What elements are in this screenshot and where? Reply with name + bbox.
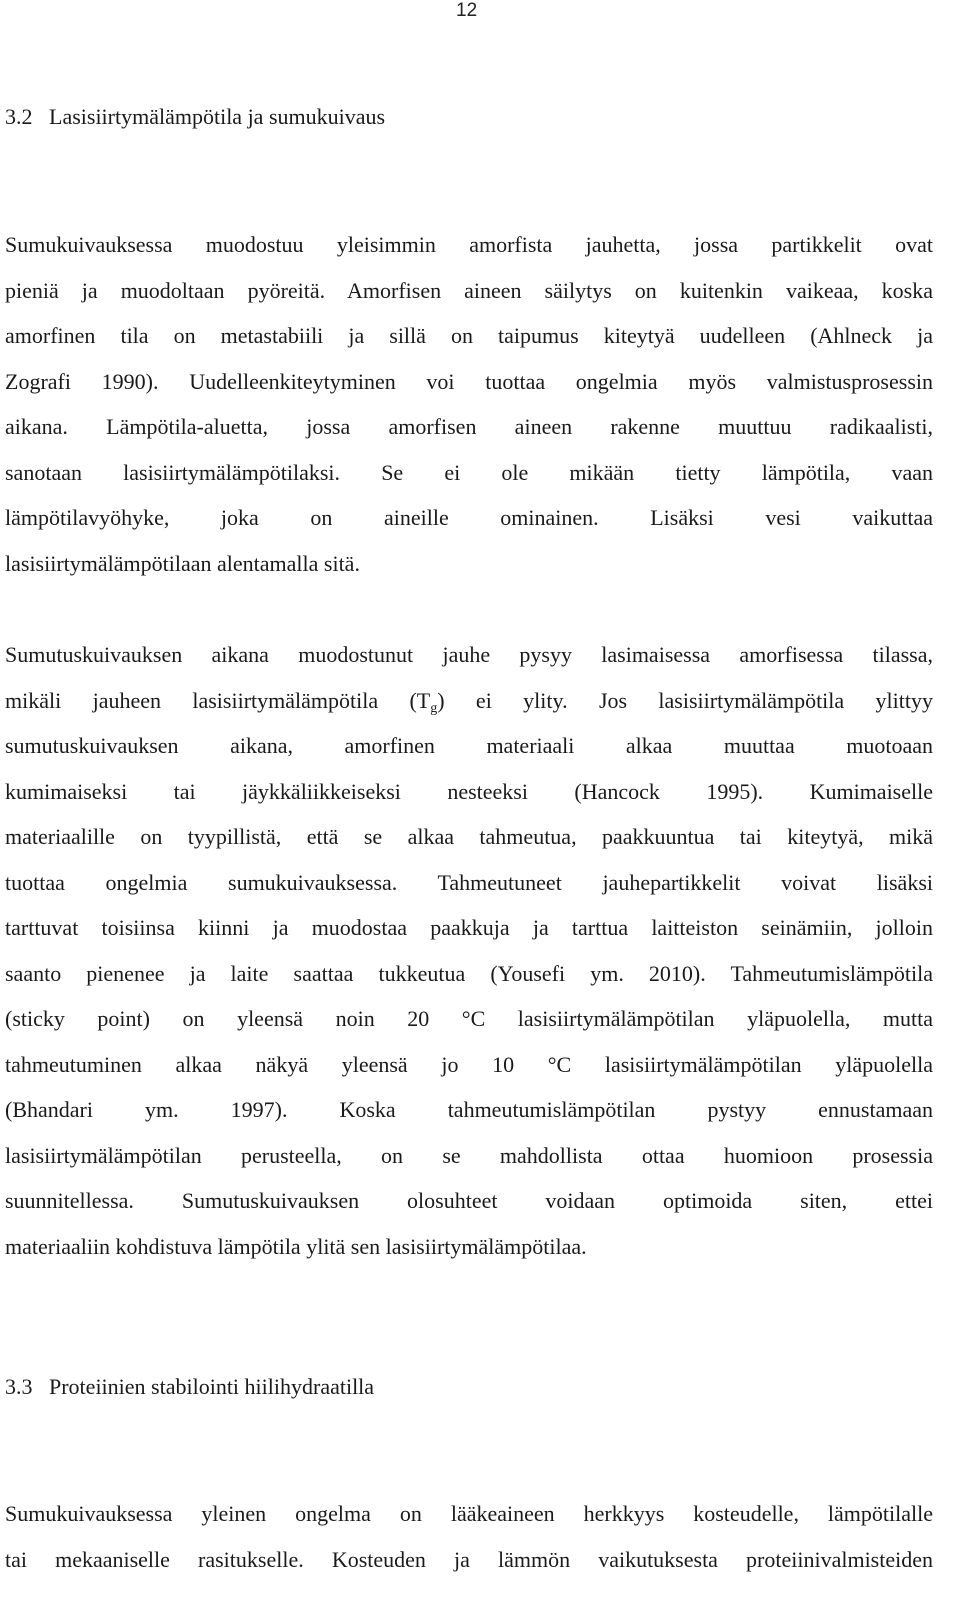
page-number: 12	[456, 0, 478, 21]
text-fragment: ) ei ylity. Jos lasisiirtymälämpötila ylittyy	[437, 687, 933, 713]
section-title: Proteiinien stabilointi hiilihydraatilla	[49, 1374, 375, 1399]
text-line: Sumukuivauksessa muodostuu yleisimmin amorfista jauhetta, jossa partikkelit ovat	[5, 232, 933, 257]
text-line: tuottaa ongelmia sumukuivauksessa. Tahmeutuneet jauhepartikkelit voivat lisäksi	[5, 869, 933, 895]
text-line: (sticky point) on yleensä noin 20 °C lasisiirtymälämpötilan yläpuolella, mutta	[5, 1006, 933, 1031]
text-line: tai mekaaniselle rasitukselle. Kosteuden ja lämmön vaikutuksesta proteiinivalmisteiden	[5, 1546, 933, 1572]
text-line: Sumukuivauksessa yleinen ongelma on lääkeaineen herkkyys kosteudelle, lämpötilalle	[5, 1501, 933, 1526]
text-line: Sumutuskuivauksen aikana muodostunut jauhe pysyy lasimaisessa amorfisessa tilassa,	[5, 642, 933, 667]
text-line: kumimaiseksi tai jäykkäliikkeiseksi nesteeksi (Hancock 1995). Kumimaiselle	[5, 778, 933, 804]
text-line: aikana. Lämpötila-aluetta, jossa amorfisen aineen rakenne muuttuu radikaalisti,	[5, 414, 933, 439]
text-line: sumutuskuivauksen aikana, amorfinen materiaali alkaa muuttaa muotoaan	[5, 733, 933, 758]
text-line: lämpötilavyöhyke, joka on aineille ominainen. Lisäksi vesi vaikuttaa	[5, 505, 933, 530]
subscript-g: g	[430, 700, 438, 716]
text-line: sanotaan lasisiirtymälämpötilaksi. Se ei ole mikään tietty lämpötila, vaan	[5, 459, 933, 485]
section-title: Lasisiirtymälämpötila ja sumukuivaus	[49, 104, 386, 129]
paragraph-protein-stabilization-intro	[5, 1491, 933, 1582]
text-line: materiaalille on tyypillistä, että se alkaa tahmeutua, paakkuuntua tai kiteytyä, mikä	[5, 824, 933, 849]
paragraph-spray-drying-stickiness	[5, 632, 933, 1269]
text-line: materiaaliin kohdistuva lämpötila ylitä sen lasisiirtymälämpötilaa.	[5, 1233, 587, 1259]
text-fragment: mikäli jauheen lasisiirtymälämpötila (T	[5, 687, 431, 713]
text-line: tahmeutuminen alkaa näkyä yleensä jo 10 °C lasisiirtymälämpötilan yläpuolella	[5, 1051, 933, 1077]
section-heading-3-2	[5, 104, 385, 130]
text-line: lasisiirtymälämpötilaan alentamalla sitä.	[5, 550, 360, 576]
text-line: lasisiirtymälämpötilan perusteella, on se mahdollista ottaa huomioon prosessia	[5, 1142, 933, 1168]
text-line: Zografi 1990). Uudelleenkiteytyminen voi tuottaa ongelmia myös valmistusprosessin	[5, 368, 933, 394]
text-line-with-subscript	[5, 678, 933, 724]
text-line: (Bhandari ym. 1997). Koska tahmeutumislämpötilan pystyy ennustamaan	[5, 1097, 933, 1122]
text-line: tarttuvat toisiinsa kiinni ja muodostaa paakkuja ja tarttua laitteiston seinämiin, jolloin	[5, 915, 933, 940]
text-line: suunnitellessa. Sumutuskuivauksen olosuhteet voidaan optimoida siten, ettei	[5, 1188, 933, 1213]
section-heading-3-3	[5, 1374, 374, 1400]
section-number: 3.2	[5, 104, 33, 129]
text-line: saanto pienenee ja laite saattaa tukkeutua (Yousefi ym. 2010). Tahmeutumislämpötila	[5, 960, 933, 986]
text-line: pieniä ja muodoltaan pyöreitä. Amorfisen aineen säilytys on kuitenkin vaikeaa, koska	[5, 277, 933, 303]
section-number: 3.3	[5, 1374, 33, 1399]
paragraph-glass-transition-intro	[5, 222, 933, 586]
text-line: amorfinen tila on metastabiili ja sillä on taipumus kiteytyä uudelleen (Ahlneck ja	[5, 323, 933, 348]
